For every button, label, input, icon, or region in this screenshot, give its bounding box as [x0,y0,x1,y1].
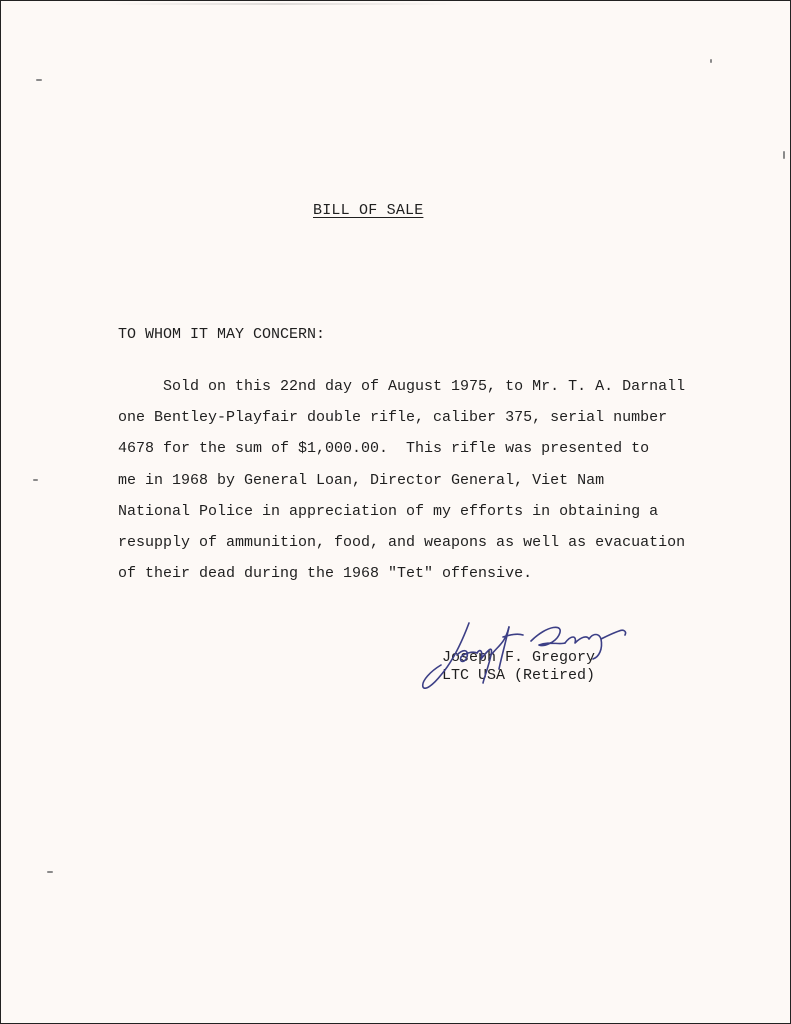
signer-name: Joseph F. Gregory [442,649,596,666]
body-line: me in 1968 by General Loan, Director General, Viet Nam [118,471,605,489]
body-line: of their dead during the 1968 "Tet" offensive. [118,565,533,583]
body-paragraph [118,371,718,589]
body-line: 4678 for the sum of $1,000.00. This rifle was presented to [118,440,650,458]
body-line: Sold on this 22nd day of August 1975, to Mr. T. A. Darnall [118,378,686,395]
document-title: BILL OF SALE [313,202,424,219]
salutation: TO WHOM IT MAY CONCERN: [118,326,326,343]
scan-smudge [101,3,461,5]
scan-speck [710,59,712,63]
body-line: one Bentley-Playfair double rifle, caliber 375, serial number [118,409,668,427]
handwritten-signature [419,609,634,699]
body-line: resupply of ammunition, food, and weapons as well as evacuation [118,534,686,552]
body-line: National Police in appreciation of my efforts in obtaining a [118,502,659,520]
scan-speck [36,79,42,81]
scan-speck [33,479,38,481]
scan-speck [783,151,785,159]
scan-speck [47,871,53,873]
signer-rank: LTC USA (Retired) [442,667,596,684]
